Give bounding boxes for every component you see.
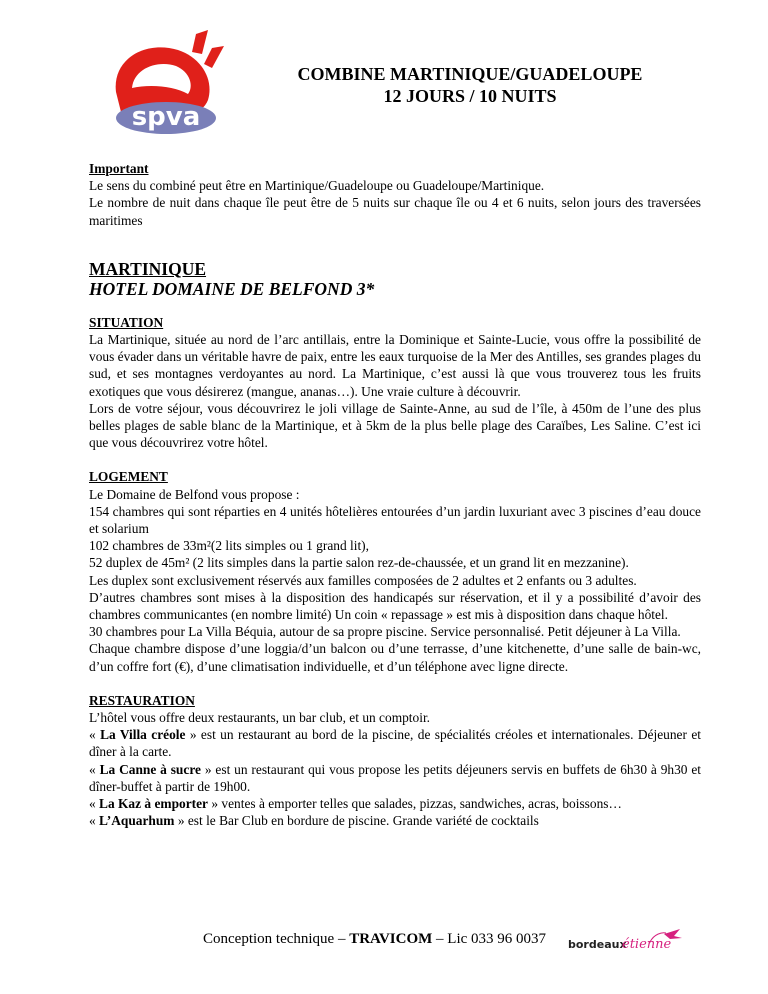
important-text: Le nombre de nuit dans chaque île peut être de 5 nuits sur chaque île ou 4 et 6 nuits, selon jours des traversées maritimes <box>89 195 701 228</box>
restaurant-name: La Villa créole <box>100 727 186 743</box>
restaurant-name: La Kaz à emporter <box>99 796 208 812</box>
logement-line: Le Domaine de Belfond vous propose : <box>89 486 300 502</box>
restaurant-item: « La Canne à sucre » est un restaurant qui vous propose les petits déjeuners servis en buffets de 6h30 à 9h30 et dîner-buffet à partir de 19h00. <box>89 761 702 794</box>
logement-line: 102 chambres de 33m²(2 lits simples ou 1 grand lit), <box>89 538 369 554</box>
situation-heading: SITUATION <box>89 314 164 330</box>
document-body <box>89 160 701 830</box>
bordeaux-etienne-logo <box>566 926 686 958</box>
important-text: Le sens du combiné peut être en Martinique/Guadeloupe ou Guadeloupe/Martinique. <box>89 178 545 194</box>
footer-company: TRAVICOM <box>349 931 433 947</box>
restaurant-desc: ventes à emporter telles que salades, pizzas, sandwiches, acras, boissons… <box>218 796 622 812</box>
restauration-intro: L’hôtel vous offre deux restaurants, un bar club, et un comptoir. <box>89 710 431 726</box>
logement-line: D’autres chambres sont mises à la disposition des handicapés sur réservation, et il y a possibilité d’avoir des chambres communicantes (en nombre limité) Un coin « repassage » est mis à disposition dans chaque hôtel. <box>89 589 701 623</box>
restauration-heading: RESTAURATION <box>89 692 195 708</box>
restaurant-item: « La Villa créole » est un restaurant au bord de la piscine, de spécialités créoles et internationales. Déjeuner et dîner à la carte. <box>89 727 701 760</box>
svg-text:étienne: étienne <box>622 937 672 952</box>
restaurant-item: « La Kaz à emporter » ventes à emporter telles que salades, pizzas, sandwiches, acras, boissons… <box>89 796 622 812</box>
footer-prefix: Conception technique – <box>203 931 350 947</box>
situation-paragraph: La Martinique, située au nord de l’arc antillais, entre la Dominique et Sainte-Lucie, vous offre la possibilité de vous évader dans un véritable havre de paix, entre les eaux turquoise de la Mer des Antilles, ses grandes plages du sud, et ses montagnes verdoyantes au nord. La Martinique, c’est aussi là que vous trouverez tous les fruits exotiques que vous désirerez (mangue, ananas…). Une vraie culture à découvrir. <box>89 332 701 399</box>
footer-credit <box>203 931 546 948</box>
restaurant-desc: est un restaurant qui vous propose les petits déjeuners servis en buffets de 6h30 à 9h30 et dîner-buffet à partir de 19h00. <box>89 761 702 794</box>
svg-text:spva: spva <box>131 102 201 132</box>
svg-text:bordeaux: bordeaux <box>568 938 627 951</box>
footer-license: – Lic 033 96 0037 <box>432 931 547 947</box>
hotel-title: HOTEL DOMAINE DE BELFOND 3* <box>89 278 375 299</box>
restaurant-item: « L’Aquarhum » est le Bar Club en bordure de piscine. Grande variété de cocktails <box>89 813 539 829</box>
logement-line: 52 duplex de 45m² (2 lits simples dans la partie salon rez-de-chaussée, et un grand lit en mezzanine). <box>89 555 629 571</box>
logement-line: Les duplex sont exclusivement réservés aux familles composées de 2 adultes et 2 enfants ou 3 adultes. <box>89 572 637 588</box>
logement-line: 154 chambres qui sont réparties en 4 unités hôtelières entourées d’un jardin luxuriant avec 3 piscines d’eau douce et solarium <box>89 503 701 537</box>
page-title: COMBINE MARTINIQUE/GUADELOUPE <box>297 64 643 84</box>
section-title: MARTINIQUE <box>89 258 207 279</box>
logement-line: Chaque chambre dispose d’une loggia/d’un balcon ou d’une terrasse, d’une kitchenette, d’une salle de bain-wc, d’un coffre fort (€), d’une climatisation individuelle, et d’un téléphone avec ligne directe. <box>89 641 701 674</box>
restaurant-name: La Canne à sucre <box>99 761 201 777</box>
important-heading: Important <box>89 161 149 176</box>
spva-logo <box>104 28 232 140</box>
logement-heading: LOGEMENT <box>89 469 168 485</box>
page-subtitle: 12 JOURS / 10 NUITS <box>383 86 557 106</box>
situation-paragraph: Lors de votre séjour, vous découvrirez le joli village de Sainte-Anne, au sud de l’île, à 450m de l’une des plus belles plages de sable blanc de la Martinique, et à 5km de la plus belle plage des Caraïbes, Les Saline. C’est ici que vous découvrirez votre hôtel. <box>89 400 701 451</box>
logement-line: 30 chambres pour La Villa Béquia, autour de sa propre piscine. Service personnalisé. Petit déjeuner à La Villa. <box>89 624 681 640</box>
restaurant-name: L’Aquarhum <box>99 813 175 829</box>
restaurant-desc: est le Bar Club en bordure de piscine. Grande variété de cocktails <box>184 813 539 829</box>
restaurant-desc: est un restaurant au bord de la piscine, de spécialités créoles et internationales. Déjeuner et dîner à la carte. <box>89 727 701 760</box>
